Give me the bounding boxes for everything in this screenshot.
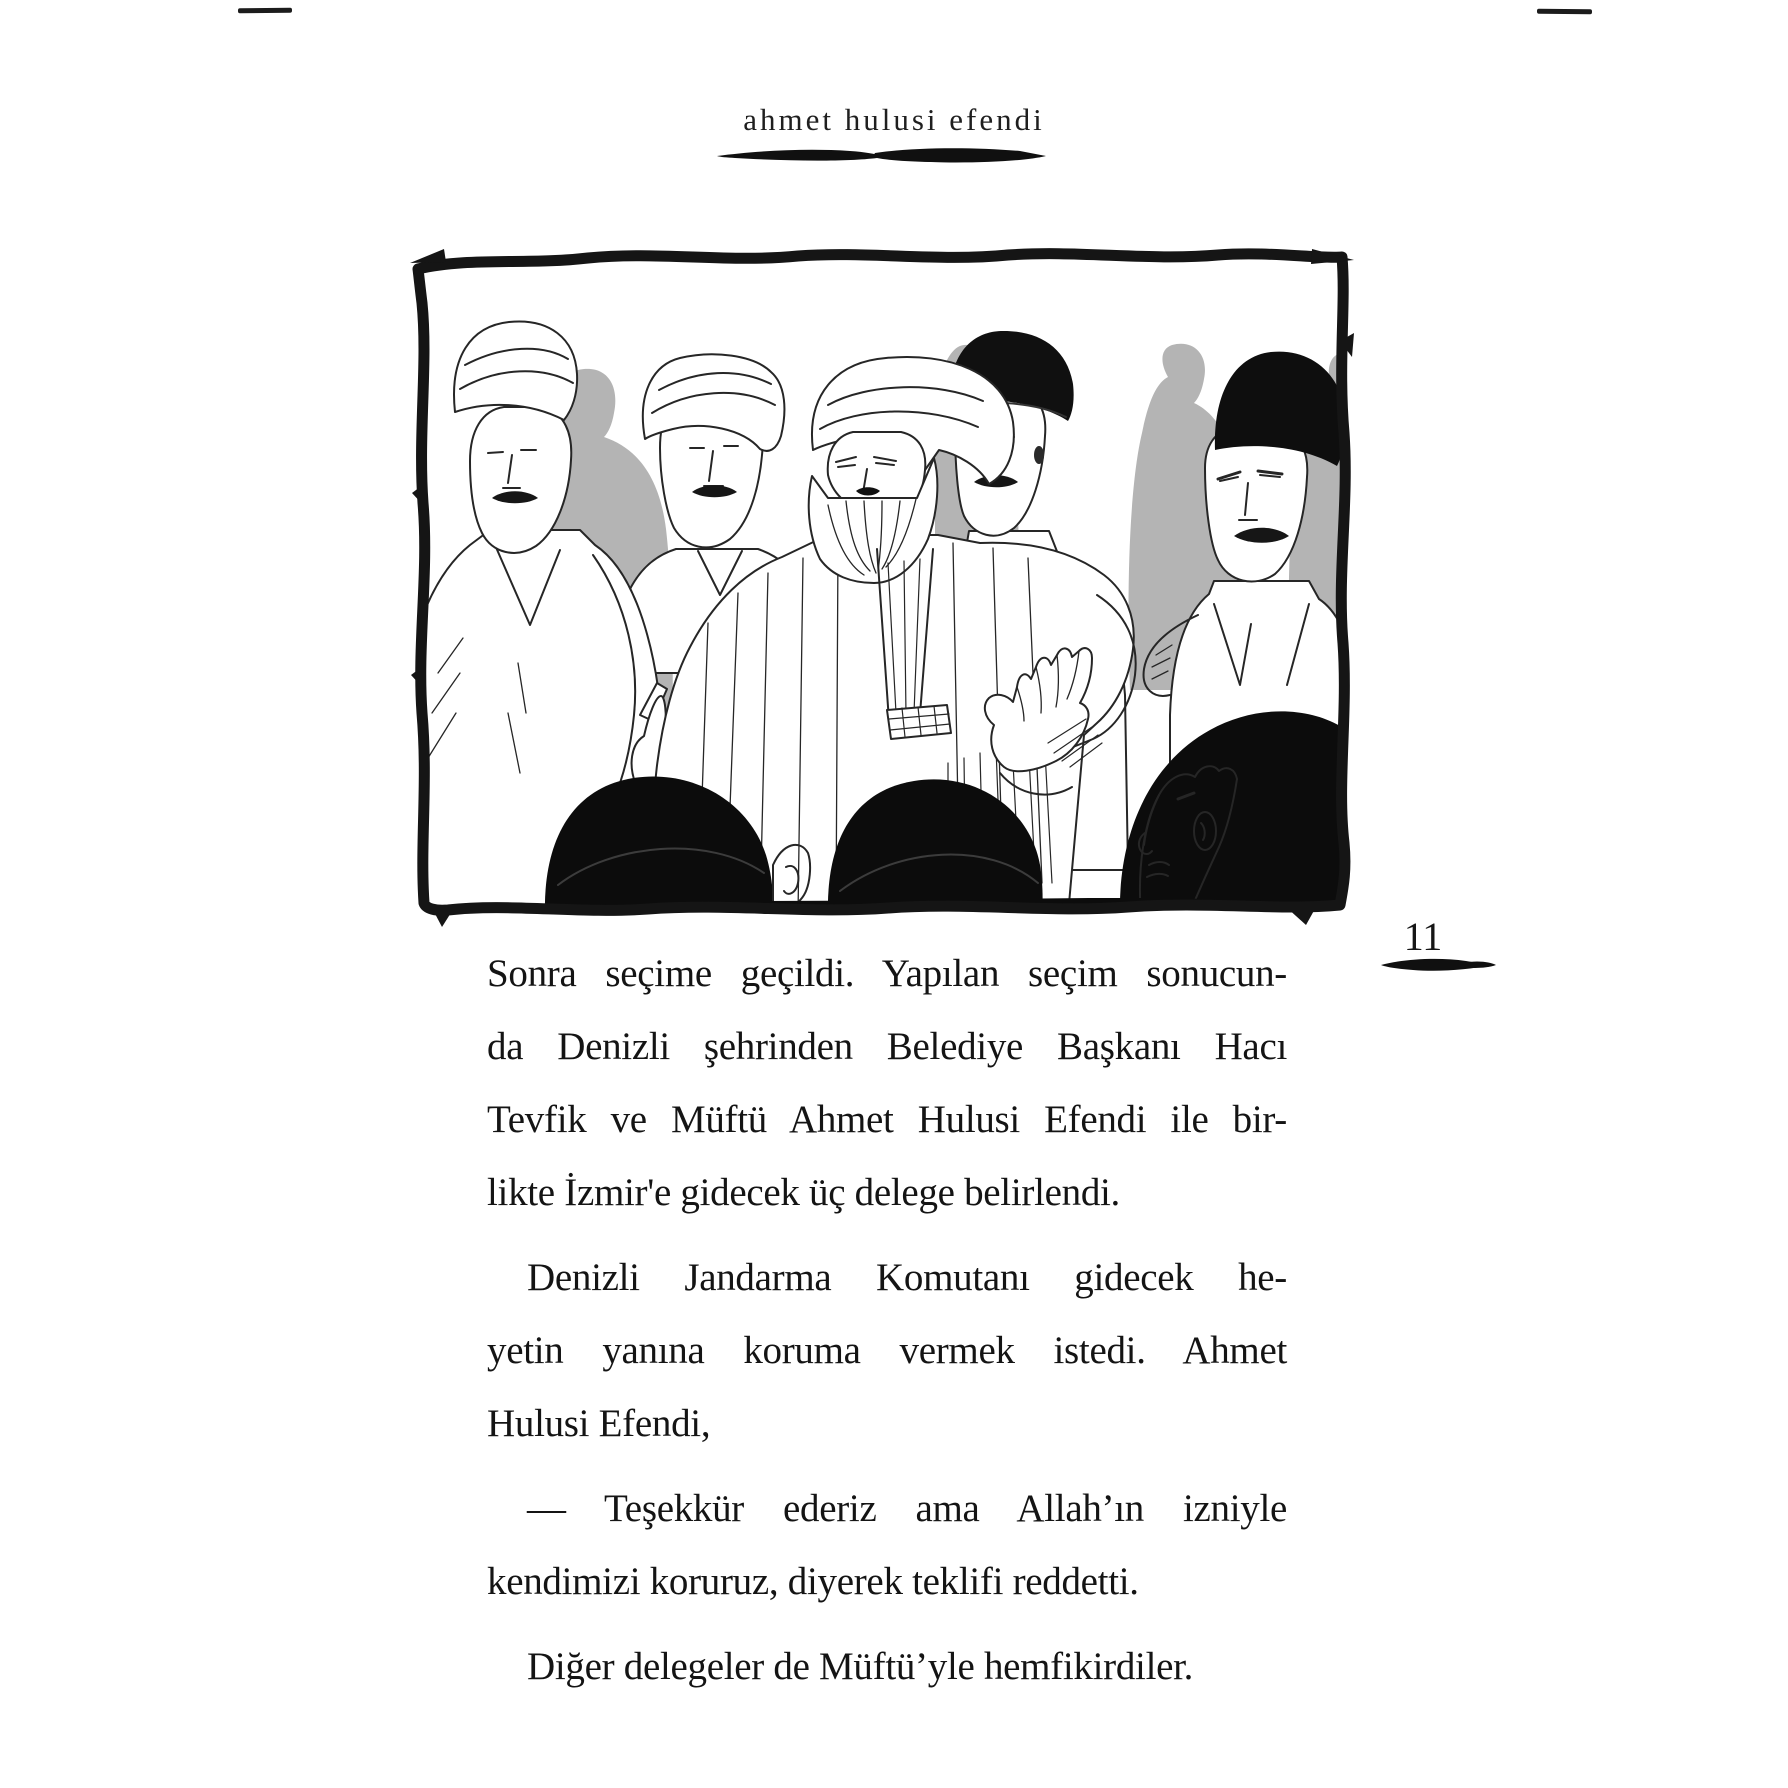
page-corner-mark-right <box>1537 9 1592 15</box>
page-number-brush-stroke <box>1378 955 1498 975</box>
text-line: Sonra seçime geçildi. Yapılan seçim sonucun- <box>487 952 1287 995</box>
paragraph <box>487 937 1287 1229</box>
text-line: — Teşekkür ederiz ama Allah’ın izniyle <box>527 1487 1287 1530</box>
running-header: ahmet hulusi efendi <box>743 102 1045 137</box>
paragraph <box>487 1472 1287 1618</box>
story-illustration <box>408 243 1358 928</box>
text-line: yetin yanına koruma vermek istedi. Ahmet <box>487 1329 1287 1372</box>
story-text <box>487 937 1287 1703</box>
page-number: 11 <box>1403 914 1443 959</box>
paragraph <box>487 1241 1287 1460</box>
text-line: Denizli Jandarma Komutanı gidecek he- <box>527 1256 1287 1299</box>
text-line: kendimizi koruruz, diyerek teklifi reddetti. <box>487 1560 1139 1603</box>
text-line: likte İzmir'e gidecek üç delege belirlendi. <box>487 1171 1120 1214</box>
text-line: Diğer delegeler de Müftü’yle hemfikirdiler. <box>527 1645 1194 1688</box>
header-brush-stroke <box>715 144 1050 166</box>
text-line: Tevfik ve Müftü Ahmet Hulusi Efendi ile bir- <box>487 1098 1287 1141</box>
page-corner-mark-left <box>238 8 292 14</box>
text-line: da Denizli şehrinden Belediye Başkanı Hacı <box>487 1025 1287 1068</box>
text-line: Hulusi Efendi, <box>487 1402 711 1445</box>
paragraph <box>487 1630 1287 1703</box>
